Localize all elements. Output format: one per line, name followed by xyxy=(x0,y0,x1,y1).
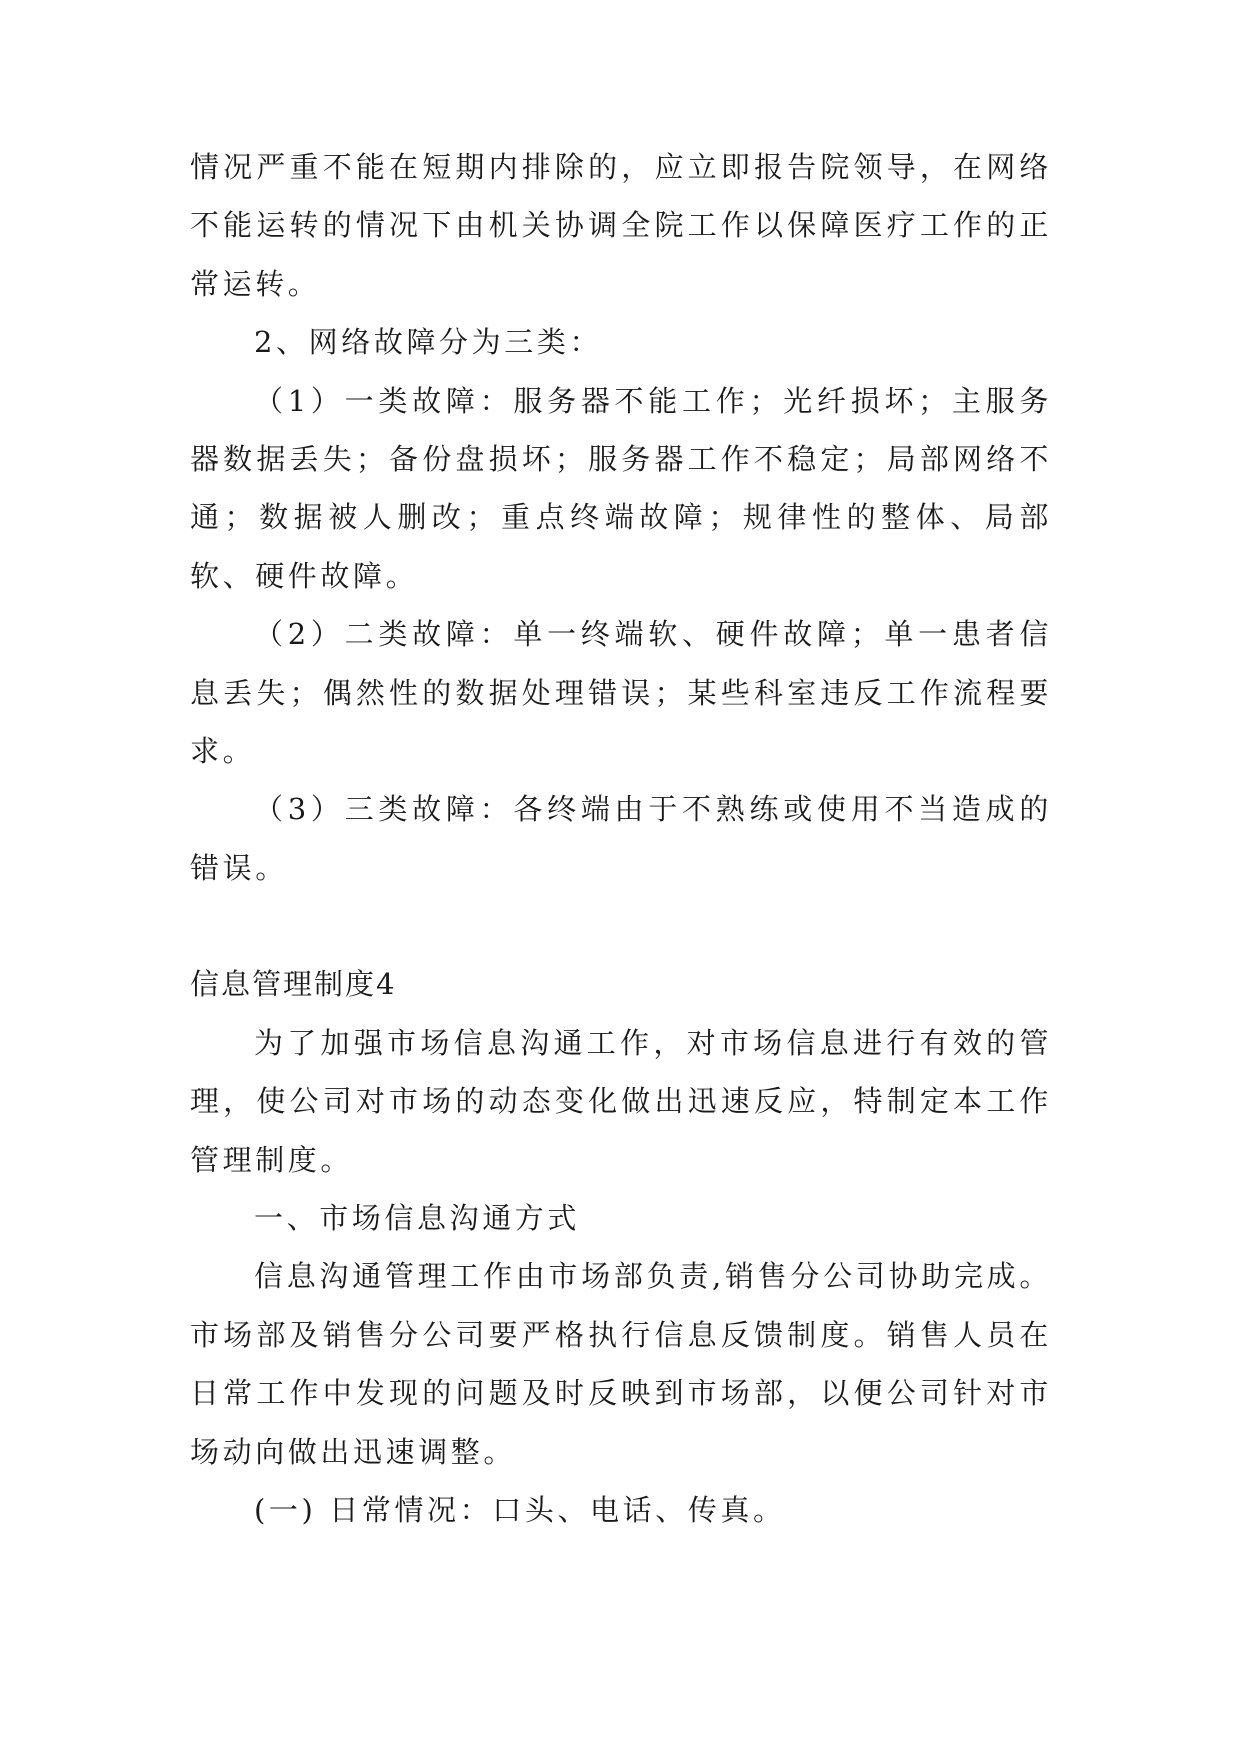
paragraph-daily-situation: (一) 日常情况：口头、电话、传真。 xyxy=(254,1492,786,1527)
paragraph-continuation: 情况严重不能在短期内排除的，应立即报告院领导，在网络不能运转的情况下由机关协调全院工作以保障医疗工作的正常运转。 xyxy=(190,150,1052,301)
paragraph-intro: 为了加强市场信息沟通工作，对市场信息进行有效的管理，使公司对市场的动态变化做出迅速反应，特制定本工作管理制度。 xyxy=(190,1025,1052,1177)
document-page xyxy=(190,138,1052,1539)
paragraph-subheading-communication: 一、市场信息沟通方式 xyxy=(254,1200,581,1235)
paragraph-class-two-fault: （2）二类故障：单一终端软、硬件故障；单一患者信息丢失；偶然性的数据处理错误；某些科室违反工作流程要求。 xyxy=(190,617,1052,769)
paragraph-communication-management: 信息沟通管理工作由市场部负责,销售分公司协助完成。市场部及销售分公司要严格执行信息反馈制度。销售人员在日常工作中发现的问题及时反映到市场部，以便公司针对市场动向做出迅速调整。 xyxy=(190,1259,1052,1469)
section-heading: 信息管理制度4 xyxy=(190,967,397,1002)
paragraph-class-three-fault: （3）三类故障：各终端由于不熟练或使用不当造成的错误。 xyxy=(190,792,1052,885)
paragraph-fault-categories: 2、网络故障分为三类： xyxy=(254,325,603,360)
paragraph-class-one-fault: （1）一类故障：服务器不能工作；光纤损坏；主服务器数据丢失；备份盘损坏；服务器工作不稳定；局部网络不通；数据被人删改；重点终端故障；规律性的整体、局部软、硬件故障。 xyxy=(190,383,1052,593)
